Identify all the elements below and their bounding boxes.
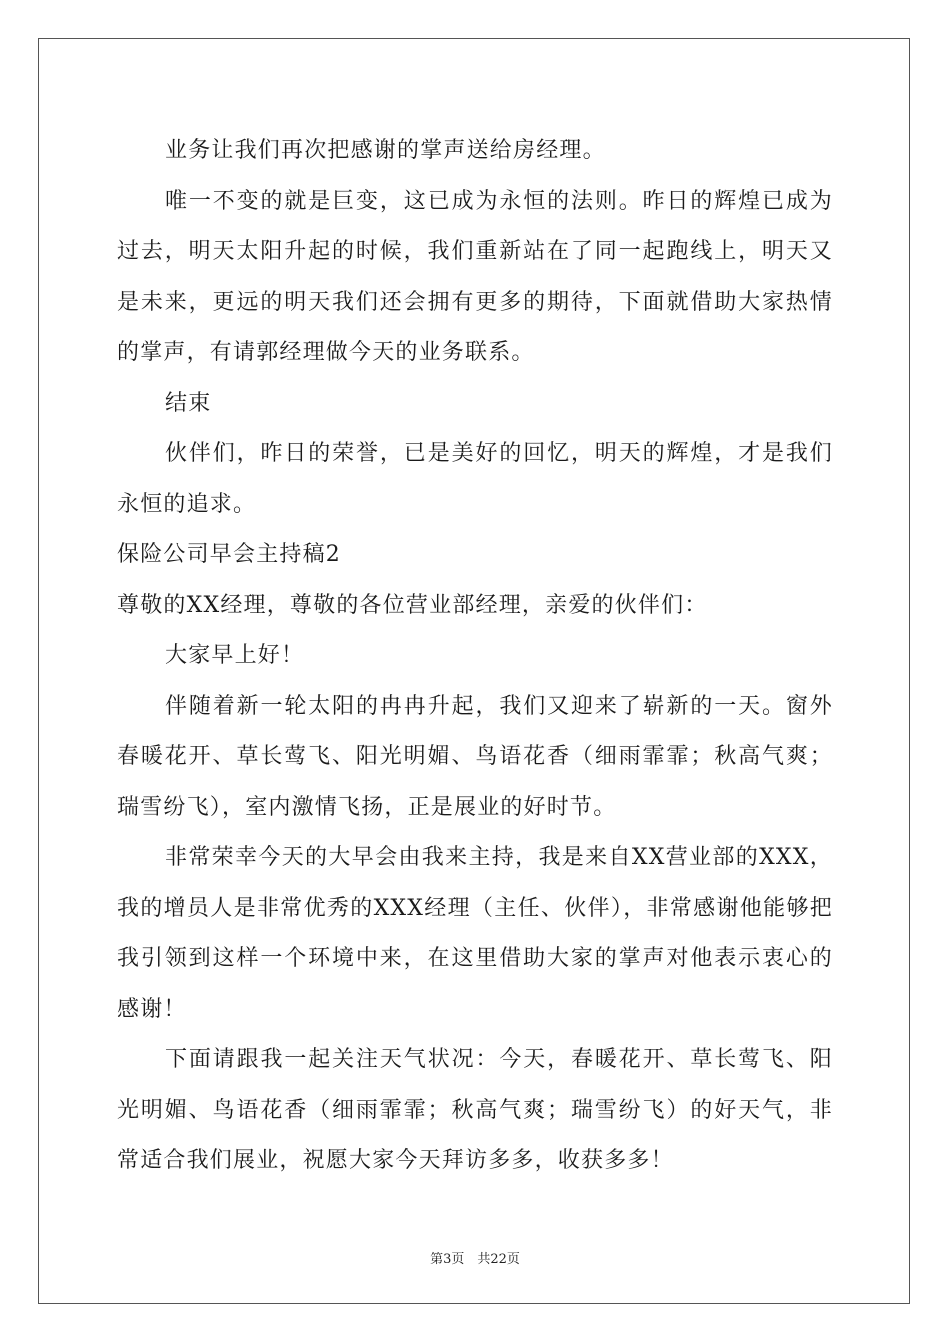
paragraph: 业务让我们再次把感谢的掌声送给房经理。 xyxy=(165,138,606,163)
paragraph: 大家早上好！ xyxy=(165,643,305,668)
paragraph: 伴随着新一轮太阳的冉冉升起，我们又迎来了崭新的一天。窗外春暖花开、草长莺飞、阳光明媚、鸟语花香（细雨霏霏；秋高气爽；瑞雪纷飞），室内激情飞扬，正是展业的好时节。 xyxy=(117,693,833,820)
paragraph: 非常荣幸今天的大早会由我来主持，我是来自XX营业部的XXX，我的增员人是非常优秀的XXX经理（主任、伙伴），非常感谢他能够把我引领到这样一个环境中来，在这里借助大家的掌声对他表示衷心的感谢！ xyxy=(117,845,833,1022)
paragraph: 伙伴们，昨日的荣誉，已是美好的回忆，明天的辉煌，才是我们永恒的追求。 xyxy=(117,441,833,517)
document-body xyxy=(117,126,833,1187)
paragraph: 唯一不变的就是巨变，这已成为永恒的法则。昨日的辉煌已成为过去，明天太阳升起的时候，我们重新站在了同一起跑线上，明天又是未来，更远的明天我们还会拥有更多的期待，下面就借助大家热情的掌声，有请郭经理做今天的业务联系。 xyxy=(117,188,833,365)
paragraph: 下面请跟我一起关注天气状况：今天，春暖花开、草长莺飞、阳光明媚、鸟语花香（细雨霏霏；秋高气爽；瑞雪纷飞）的好天气，非常适合我们展业，祝愿大家今天拜访多多，收获多多！ xyxy=(117,1047,833,1173)
salutation: 尊敬的XX经理，尊敬的各位营业部经理，亲爱的伙伴们： xyxy=(117,592,708,618)
section-heading: 保险公司早会主持稿2 xyxy=(117,542,341,567)
page-number-footer: 第3页 共22页 xyxy=(430,1252,520,1267)
paragraph: 结束 xyxy=(165,390,212,416)
